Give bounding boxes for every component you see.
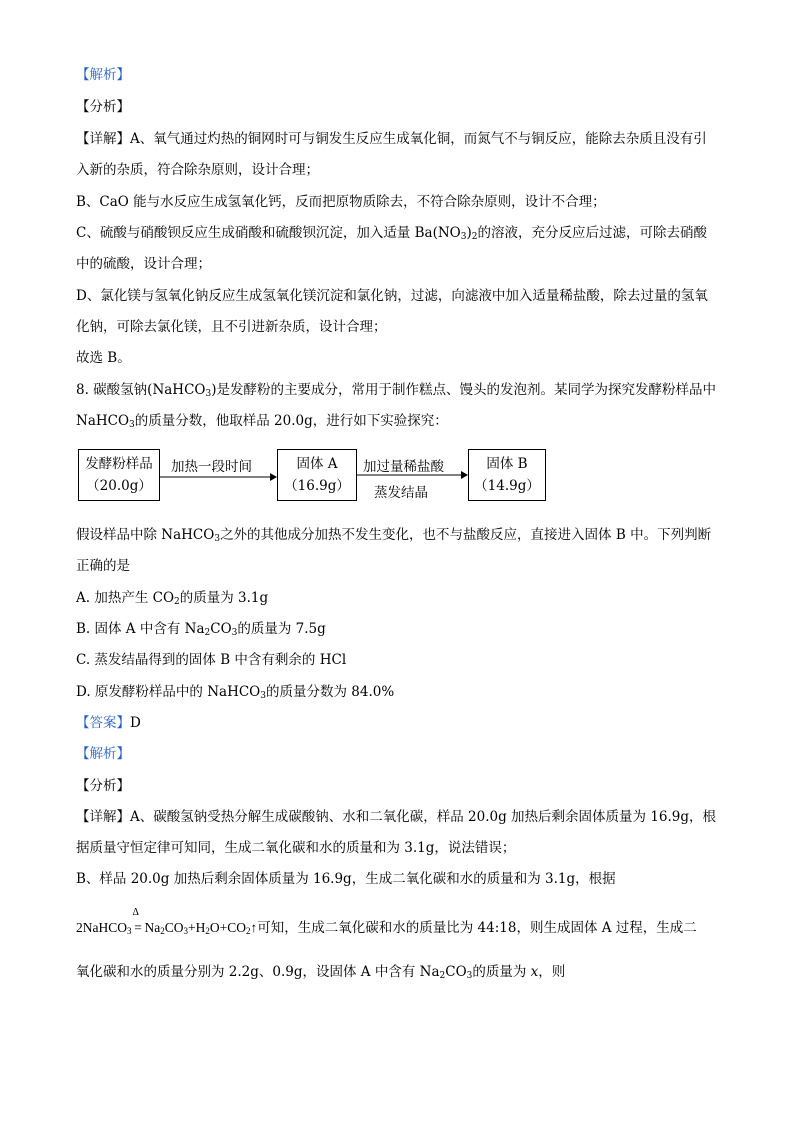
heat-condition: Δ = xyxy=(132,907,142,935)
detail-tag-2: 【详解】 xyxy=(76,809,130,825)
section-heading-analysis-2: 【解析】 xyxy=(76,746,130,762)
option-d: D. 原发酵粉样品中的 NaHCO$_3$的质量分数为 84.0% xyxy=(76,684,395,701)
paragraph-line: C、硫酸与硝酸钡反应生成硝酸和硫酸钡沉淀，加入适量 $Ba(NO_3)_2$的溶液，充分反应后过滤，可除去硝酸 xyxy=(76,225,707,242)
section-heading-fenxi-2: 【分析】 xyxy=(76,778,130,794)
section-heading-fenxi: 【分析】 xyxy=(76,99,130,115)
flow-arrow-2-label-top: 加过量稀盐酸 xyxy=(363,459,444,475)
paragraph-line: 【详解】A、碳酸氢钠受热分解生成碳酸钠、水和二氧化碳，样品 20.0g 加热后剩余固体质量为 16.9g，根 xyxy=(76,809,717,825)
flow-box-sample xyxy=(78,449,160,501)
option-b: B. 固体 A 中含有 $Na_2CO_3$的质量为 7.5g xyxy=(76,621,326,638)
paragraph-line: 中的硫酸，设计合理； xyxy=(76,256,211,272)
flow-arrow-2 xyxy=(357,468,471,482)
flow-arrow-2-label-bottom: 蒸发结晶 xyxy=(374,485,428,501)
paragraph-line: 氧化碳和水的质量分别为 2.2g、0.9g，设固体 A 中含有 $Na_2CO_3$的质量为 x，则 xyxy=(76,964,566,981)
chemical-equation: 2NaHCO$_3$ Δ = $Na_2CO_3+H_2O+CO_2↑$可知，生成二氧化碳和水的质量比为 44:18，则生成固体 A 过程，生成二 xyxy=(76,907,697,936)
section-heading-analysis: 【解析】 xyxy=(76,67,130,83)
answer-value: D xyxy=(130,715,141,731)
answer-line xyxy=(76,714,141,732)
answer-tag: 【答案】 xyxy=(76,715,130,731)
option-c: C. 蒸发结晶得到的固体 B 中含有剩余的 HCl xyxy=(76,652,347,668)
paragraph-line: 据质量守恒定律可知同，生成二氧化碳和水的质量和为 3.1g，说法错误； xyxy=(76,840,516,856)
paragraph-line: 入新的杂质，符合除杂原则，设计合理； xyxy=(76,162,319,178)
flow-box-solid-a xyxy=(277,449,357,501)
question-8-stem-cont: NaHCO$_3$的质量分数，他取样品 20.0g，进行如下实验探究： xyxy=(76,413,448,430)
paragraph-line: 【详解】A、氧气通过灼热的铜网时可与铜发生反应生成氧化铜，而氮气不与铜反应，能除去杂质且没有引 xyxy=(76,131,707,147)
flow-box-solid-b xyxy=(468,449,546,501)
flow-arrow-1-label: 加热一段时间 xyxy=(171,459,252,475)
flow-box-solid-b-label: 固体 B xyxy=(486,456,528,472)
gas-arrow-icon: ↑ xyxy=(250,920,258,935)
paragraph-line: B、样品 20.0g 加热后剩余固体质量为 16.9g，生成二氧化碳和水的质量和为 3.1g，根据 xyxy=(76,871,616,887)
detail-tag: 【详解】 xyxy=(76,131,130,147)
paragraph-line: D、氯化镁与氢氧化钠反应生成氢氧化镁沉淀和氯化钠，过滤，向滤液中加入适量稀盐酸，除去过量的氢氧 xyxy=(76,288,708,304)
flow-box-solid-a-mass: （16.9g） xyxy=(284,478,350,494)
variable-x: x xyxy=(530,964,539,980)
flow-box-sample-label: 发酵粉样品 xyxy=(85,456,153,472)
paragraph-line: 正确的是 xyxy=(76,558,130,574)
paragraph-line: 假设样品中除 NaHCO$_3$之外的其他成分加热不发生变化，也不与盐酸反应，直接进入固体 B 中。下列判断 xyxy=(76,527,712,544)
question-8-stem: 8. 碳酸氢钠(NaHCO$_3$)是发酵粉的主要成分，常用于制作糕点、馒头的发泡剂。某同学为探究发酵粉样品中 xyxy=(76,382,716,399)
flow-box-solid-b-mass: （14.9g） xyxy=(474,478,540,494)
option-a: A. 加热产生 $CO_2$的质量为 3.1g xyxy=(76,590,269,607)
paragraph-line: B、CaO 能与水反应生成氢氧化钙，反而把原物质除去，不符合除杂原则，设计不合理； xyxy=(76,194,606,210)
flow-arrow-1 xyxy=(160,470,280,484)
flow-box-solid-a-label: 固体 A xyxy=(296,456,338,472)
paragraph-line: 故选 B。 xyxy=(76,350,131,366)
paragraph-line: 化钠，可除去氯化镁，且不引进新杂质，设计合理； xyxy=(76,319,387,335)
flow-box-sample-mass: （20.0g） xyxy=(86,478,152,494)
